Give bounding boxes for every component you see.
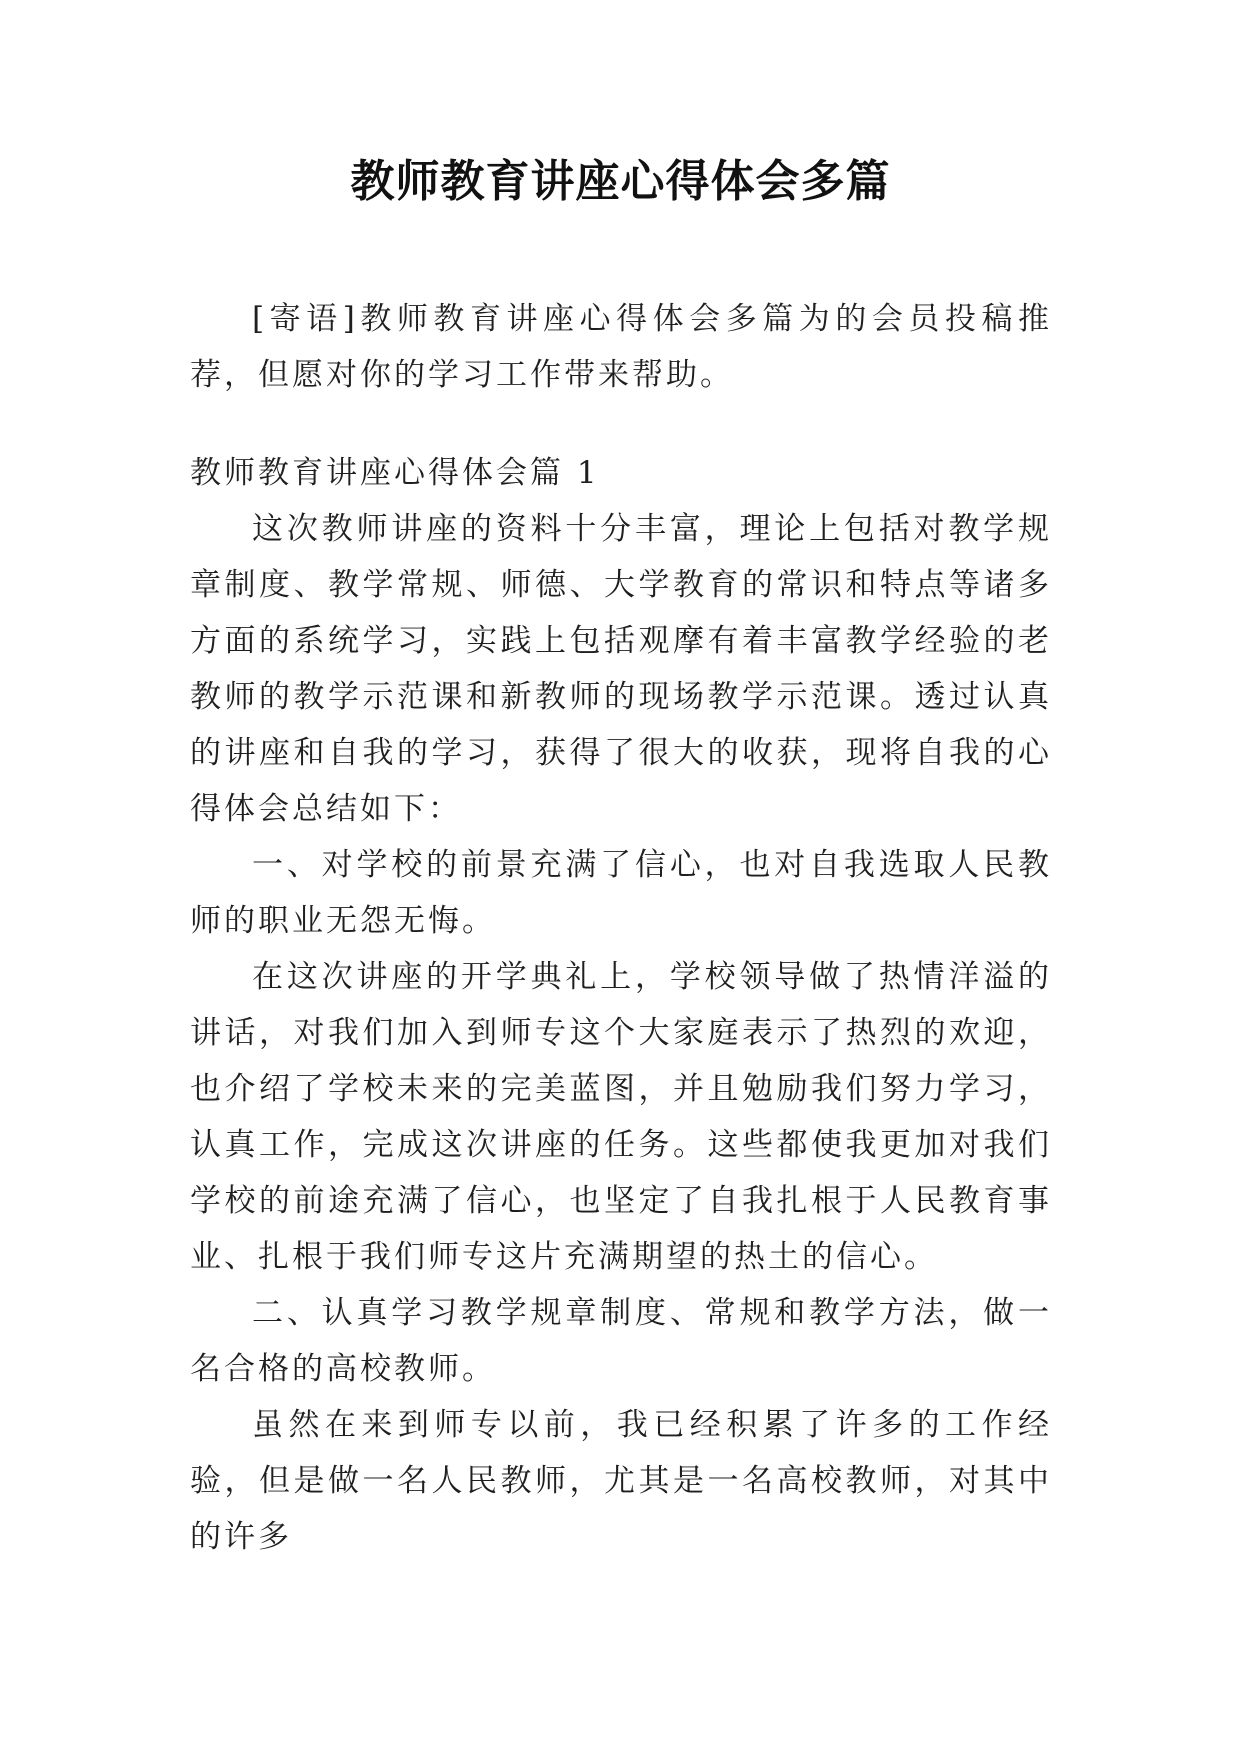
intro-spacer: [190, 403, 1052, 445]
body-paragraph-3: 在这次讲座的开学典礼上，学校领导做了热情洋溢的讲话，对我们加入到师专这个大家庭表示了热烈的欢迎，也介绍了学校未来的完美蓝图，并且勉励我们努力学习，认真工作，完成这次讲座的任务。这些都使我更加对我们学校的前途充满了信心，也坚定了自我扎根于人民教育事业、扎根于我们师专这片充满期望的热土的信心。: [190, 959, 1052, 1275]
body-paragraph-2: 一、对学校的前景充满了信心，也对自我选取人民教师的职业无怨无悔。: [190, 847, 1052, 939]
section-heading: 教师教育讲座心得体会篇 1: [190, 455, 600, 491]
document-title: 教师教育讲座心得体会多篇: [350, 156, 891, 207]
body-paragraph-5: 虽然在来到师专以前，我已经积累了许多的工作经验，但是做一名人民教师，尤其是一名高校教师，对其中的许多: [190, 1407, 1052, 1555]
document-body: [190, 291, 1052, 1565]
intro-paragraph: [寄语]教师教育讲座心得体会多篇为的会员投稿推荐，但愿对你的学习工作带来帮助。: [190, 301, 1052, 393]
body-paragraph-1: 这次教师讲座的资料十分丰富，理论上包括对教学规章制度、教学常规、师德、大学教育的常识和特点等诸多方面的系统学习，实践上包括观摩有着丰富教学经验的老教师的教学示范课和新教师的现场教学示范课。透过认真的讲座和自我的学习，获得了很大的收获，现将自我的心得体会总结如下：: [190, 511, 1052, 827]
body-paragraph-4: 二、认真学习教学规章制度、常规和教学方法，做一名合格的高校教师。: [190, 1295, 1052, 1387]
